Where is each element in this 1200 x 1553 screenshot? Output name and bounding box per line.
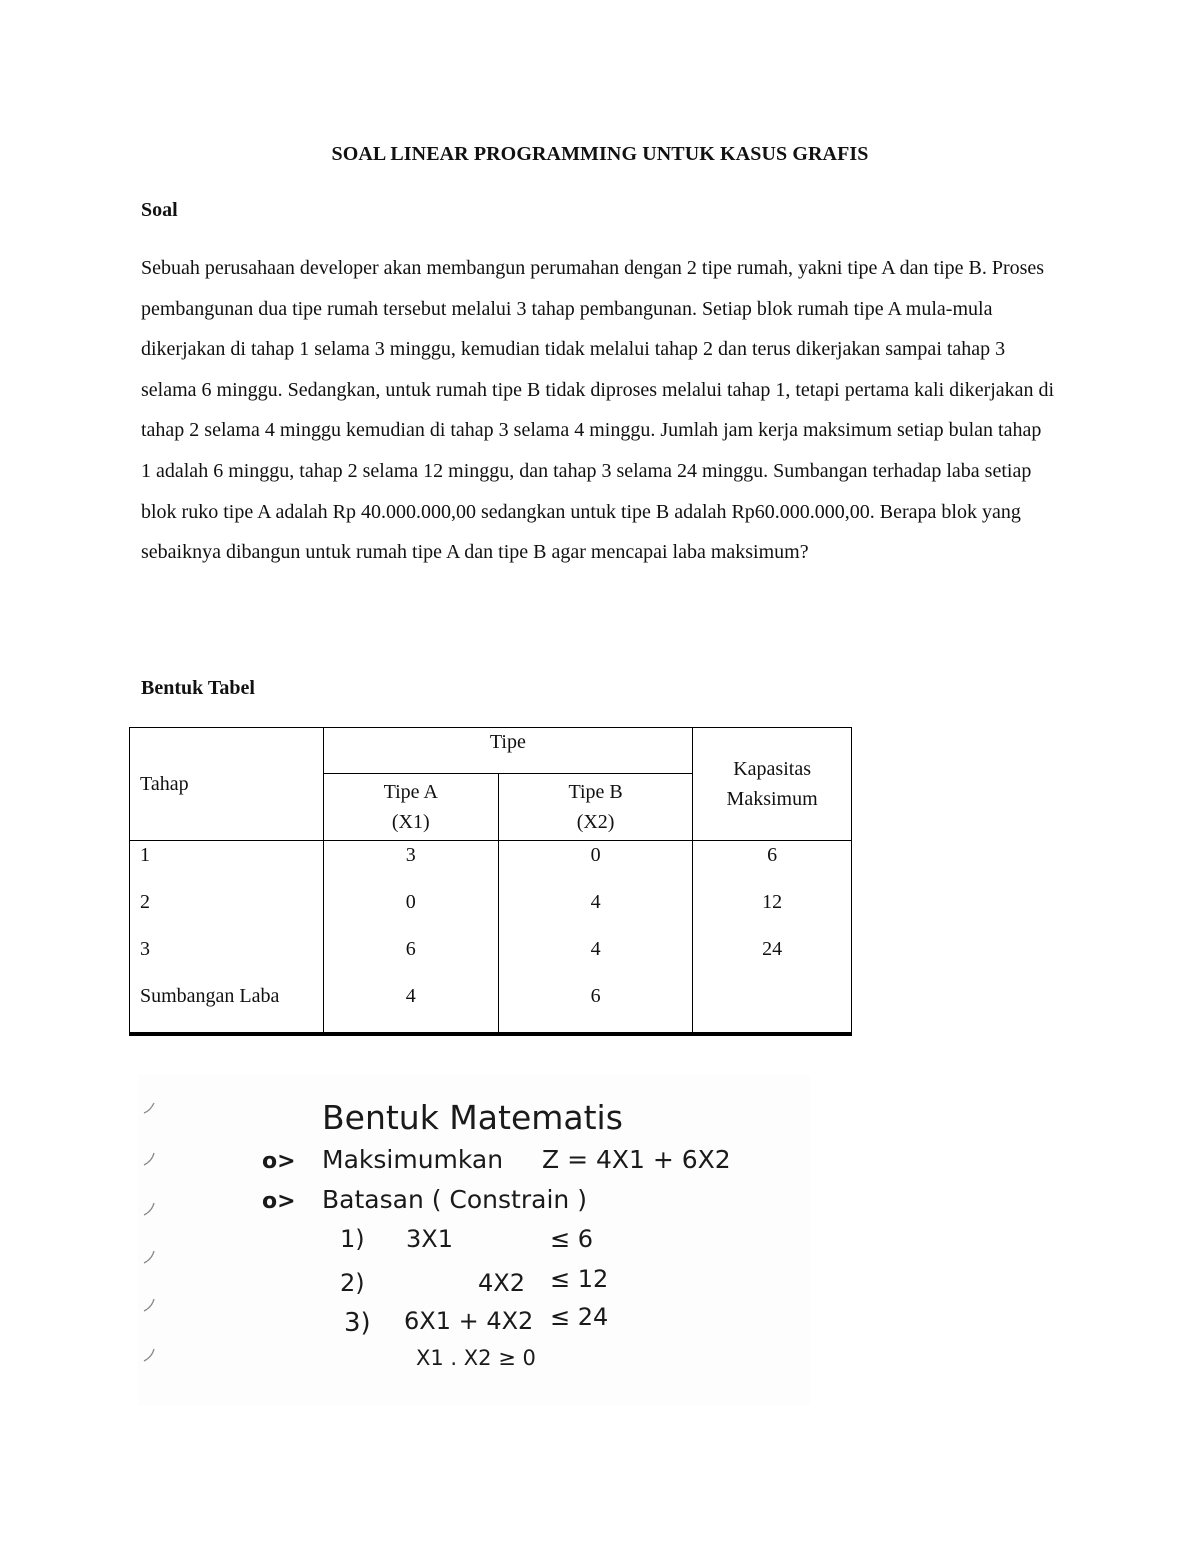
hw-objective-label: Maksimumkan: [322, 1145, 504, 1174]
table-row: [130, 983, 852, 1034]
cell-kapasitas: 6: [693, 841, 852, 890]
hw-c1-rhs: ≤ 6: [550, 1225, 594, 1253]
cell-tipe-a: 4: [323, 983, 498, 1034]
cell-tahap: Sumbangan Laba: [130, 983, 324, 1034]
header-tipe-b-line2: (X2): [576, 811, 615, 833]
soal-heading: Soal: [141, 199, 178, 221]
page-title: SOAL LINEAR PROGRAMMING UNTUK KASUS GRAFIS: [331, 143, 869, 165]
handwritten-notes-svg: [138, 1075, 810, 1405]
table-row: [130, 841, 852, 890]
cell-tipe-a: 3: [323, 841, 498, 890]
binder-mark: [144, 1203, 154, 1215]
hw-c1-expr: 3X1: [406, 1225, 453, 1253]
cell-kapasitas: 24: [693, 936, 852, 983]
hw-objective: Z = 4X1 + 6X2: [542, 1145, 731, 1174]
hw-c3-number: 3): [344, 1308, 371, 1338]
cell-tipe-b: 4: [498, 936, 692, 983]
hw-c3-rhs: ≤ 24: [550, 1303, 609, 1331]
cell-tahap: 2: [130, 889, 324, 936]
header-kapasitas-line1: Kapasitas: [733, 758, 811, 780]
hw-constraint-label: Batasan ( Constrain ): [322, 1185, 587, 1214]
cell-tipe-b: 0: [498, 841, 692, 890]
binder-mark: [144, 1251, 154, 1263]
hw-heading: Bentuk Matematis: [322, 1098, 623, 1137]
header-tahap: Tahap: [130, 728, 324, 841]
cell-tipe-b: 4: [498, 889, 692, 936]
cell-tahap: 3: [130, 936, 324, 983]
table-row: [130, 936, 852, 983]
cell-tipe-a: 0: [323, 889, 498, 936]
header-kapasitas: [693, 728, 852, 841]
hw-c1-number: 1): [340, 1225, 365, 1253]
header-tipe-b-line1: Tipe B: [568, 781, 623, 803]
data-table: [129, 727, 852, 1036]
hw-c2-rhs: ≤ 12: [550, 1265, 609, 1293]
header-tipe: Tipe: [323, 728, 693, 774]
handwritten-notes: [138, 1075, 810, 1405]
header-tipe-b: [498, 774, 692, 841]
cell-tipe-a: 6: [323, 936, 498, 983]
hw-c2-expr: 4X2: [478, 1269, 525, 1297]
hw-c2-number: 2): [340, 1269, 365, 1297]
hw-bullet-objective: o>: [262, 1149, 296, 1174]
cell-tipe-b: 6: [498, 983, 692, 1034]
cell-kapasitas: 12: [693, 889, 852, 936]
binder-mark: [144, 1103, 154, 1113]
binder-mark: [144, 1299, 154, 1311]
table-heading: Bentuk Tabel: [141, 677, 255, 699]
table-row: [130, 889, 852, 936]
header-tipe-a-line1: Tipe A: [383, 781, 438, 803]
binder-mark: [144, 1153, 154, 1165]
hw-bullet-constraints: o>: [262, 1189, 296, 1214]
binder-mark: [144, 1349, 154, 1361]
header-tipe-a: [323, 774, 498, 841]
header-tipe-a-line2: (X1): [391, 811, 430, 833]
hw-c3-expr: 6X1 + 4X2: [404, 1307, 534, 1335]
table-header-row: [130, 728, 852, 774]
hw-nonnegativity: X1 . X2 ≥ 0: [416, 1346, 536, 1370]
cell-kapasitas: [693, 983, 852, 1034]
cell-tahap: 1: [130, 841, 324, 890]
problem-text: Sebuah perusahaan developer akan membangun perumahan dengan 2 tipe rumah, yakni tipe A dan tipe B. Proses pembangunan dua tipe rumah tersebut melalui 3 tahap pembangunan. Setiap blok rumah tipe A mula-mula dikerjakan di tahap 1 selama 3 minggu, kemudian tidak melalui tahap 2 dan terus dikerjakan sampai tahap 3 selama 6 minggu. Sedangkan, untuk rumah tipe B tidak diproses melalui tahap 1, tetapi pertama kali dikerjakan di tahap 2 selama 4 minggu kemudian di tahap 3 selama 4 minggu. Jumlah jam kerja maksimum setiap bulan tahap 1 adalah 6 minggu, tahap 2 selama 12 minggu, dan tahap 3 selama 24 minggu. Sumbangan terhadap laba setiap blok ruko tipe A adalah Rp 40.000.000,00 sedangkan untuk tipe B adalah Rp60.000.000,00. Berapa blok yang sebaiknya dibangun untuk rumah tipe A dan tipe B agar mencapai laba maksimum?: [141, 257, 1055, 564]
binder-marks: [144, 1103, 154, 1361]
header-kapasitas-line2: Maksimum: [726, 788, 818, 810]
